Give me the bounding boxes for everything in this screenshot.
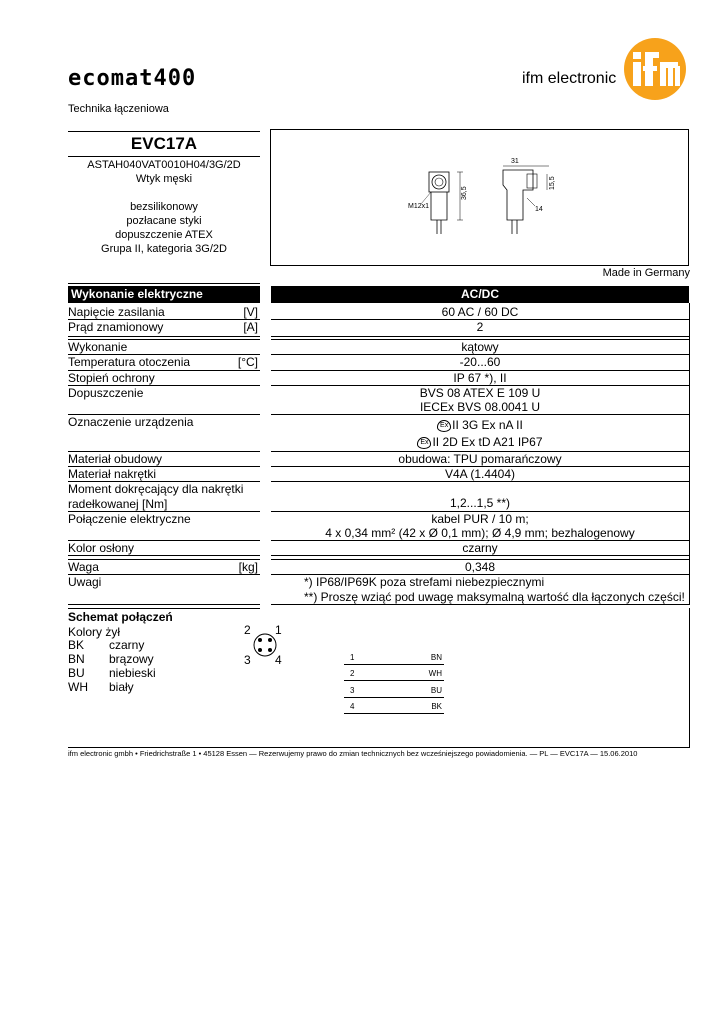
note-1: *) IP68/IP69K poza strefami niebezpiecznymi [304, 575, 545, 589]
row-value: 1,2...1,5 **) [449, 496, 511, 510]
marking-2d: II 2D Ex tD A21 IP67 [432, 435, 543, 449]
row-label: Dopuszczenie [68, 386, 144, 400]
table-row [68, 340, 260, 355]
row-value: BVS 08 ATEX E 109 U [419, 386, 541, 400]
wire-line: 1 BN [344, 653, 444, 665]
row-value: kątowy [461, 340, 499, 354]
connector-face-icon [252, 632, 278, 658]
row-label: Materiał obudowy [68, 452, 163, 466]
table-row [68, 452, 260, 467]
row-unit: [kg] [238, 560, 258, 574]
row-label: Waga [68, 560, 99, 574]
product-features [68, 200, 260, 256]
row-label: Wykonanie [68, 340, 128, 354]
wire-line: 3 BU [344, 686, 444, 698]
row-label: Połączenie elektryczne [68, 512, 191, 526]
feature-item: pozłacane styki [126, 215, 202, 227]
row-unit: [A] [243, 320, 258, 334]
ifm-logo-icon [624, 38, 686, 100]
row-label: Napięcie zasilania [68, 305, 165, 319]
row-unit: [°C] [237, 355, 258, 369]
pin-label-2: 2 [244, 623, 251, 637]
marking-3g: II 3G Ex nA II [452, 418, 523, 432]
category-label: Technika łączeniowa [68, 103, 169, 115]
table-row [68, 482, 260, 512]
ifm-logo-graphic [624, 38, 686, 100]
row-value: obudowa: TPU pomarańczowy [398, 452, 562, 466]
wiring-title: Schemat połączeń [68, 610, 173, 624]
wrench-label: 14 [535, 206, 543, 213]
table-row [68, 541, 260, 556]
row-label: Stopień ochrony [68, 371, 155, 385]
product-type: Wtyk męski [135, 173, 193, 185]
dim-15-5: 15,5 [549, 176, 556, 190]
product-code: EVC17A [130, 134, 198, 153]
row-value: V4A (1.4404) [444, 467, 516, 481]
row-value: czarny [462, 541, 498, 555]
table-row [68, 575, 260, 590]
ex-marking-icon: Ex [437, 420, 451, 432]
dim-31: 31 [511, 158, 519, 165]
wire-color-item: BK czarny [68, 638, 145, 652]
feature-item: dopuszczenie ATEX [115, 229, 213, 241]
row-value: 0,348 [464, 560, 496, 574]
drawing-frame [270, 129, 689, 266]
row-value [271, 418, 689, 433]
row-label: Temperatura otoczenia [68, 355, 191, 369]
pin-label-1: 1 [275, 623, 282, 637]
wire-color-item: WH biały [68, 680, 134, 694]
row-value-2: IECEx BVS 08.0041 U [419, 400, 541, 414]
dim-36-5: 36,5 [461, 186, 468, 200]
wire-line: 4 BK [344, 702, 444, 714]
row-value: 60 AC / 60 DC [441, 305, 519, 319]
row-value: 2 [476, 320, 484, 334]
pin-label-4: 4 [275, 653, 282, 667]
brand-right: ifm electronic [522, 70, 617, 87]
feature-item: Grupa II, kategoria 3G/2D [101, 243, 227, 255]
row-value: kabel PUR / 10 m; [431, 512, 529, 526]
row-label: Kolor osłony [68, 541, 135, 555]
thread-label: M12x1 [408, 203, 430, 210]
wire-color-item: BU niebieski [68, 666, 156, 680]
table-row [68, 386, 260, 401]
row-label-2: radełkowanej [Nm] [68, 497, 168, 511]
row-value-2 [271, 435, 689, 450]
row-value: IP 67 *), II [453, 371, 507, 385]
dimension-drawing [271, 130, 690, 267]
wire-colors-list [68, 638, 156, 694]
table-header-right: AC/DC [271, 286, 689, 303]
table-row [68, 305, 260, 320]
row-label: Moment dokręcający dla nakrętki [68, 482, 244, 496]
table-row [68, 320, 260, 335]
made-in-label: Made in Germany [602, 267, 690, 279]
row-label: Materiał nakrętki [68, 467, 157, 481]
wire-colors-title: Kolory żył [68, 625, 121, 639]
feature-item: bezsilikonowy [130, 201, 198, 213]
table-row [68, 371, 260, 386]
row-label: Prąd znamionowy [68, 320, 164, 334]
notes-block [304, 575, 685, 605]
table-row [68, 355, 260, 370]
brand-left: ecomat400 [68, 66, 197, 91]
table-row [68, 560, 260, 575]
note-2: **) Proszę wziąć pod uwagę maksymalną wartość dla łączonych części! [304, 590, 685, 604]
wire-color-item: BN brązowy [68, 652, 154, 666]
row-value-2: 4 x 0,34 mm² (42 x Ø 0,1 mm); Ø 4,9 mm; bezhalogenowy [325, 526, 635, 540]
table-row [68, 467, 260, 482]
table-row [68, 415, 260, 430]
row-unit: [V] [243, 305, 258, 319]
product-article: ASTAH040VAT0010H04/3G/2D [87, 159, 241, 171]
row-label: Oznaczenie urządzenia [68, 415, 194, 429]
table-row [68, 512, 260, 527]
row-value: -20...60 [459, 355, 501, 369]
table-header-left: Wykonanie elektryczne [68, 286, 260, 303]
ex-marking-icon: Ex [417, 437, 431, 449]
footer-text: ifm electronic gmbh • Friedrichstraße 1 • 45128 Essen — Rezerwujemy prawo do zmian technicznych bez wcześniejszego powiadomienia. — PL — EVC17A — 15.06.2010 [68, 749, 638, 758]
row-label: Uwagi [68, 575, 102, 589]
wire-line: 2 WH [344, 669, 444, 681]
pin-label-3: 3 [244, 653, 251, 667]
